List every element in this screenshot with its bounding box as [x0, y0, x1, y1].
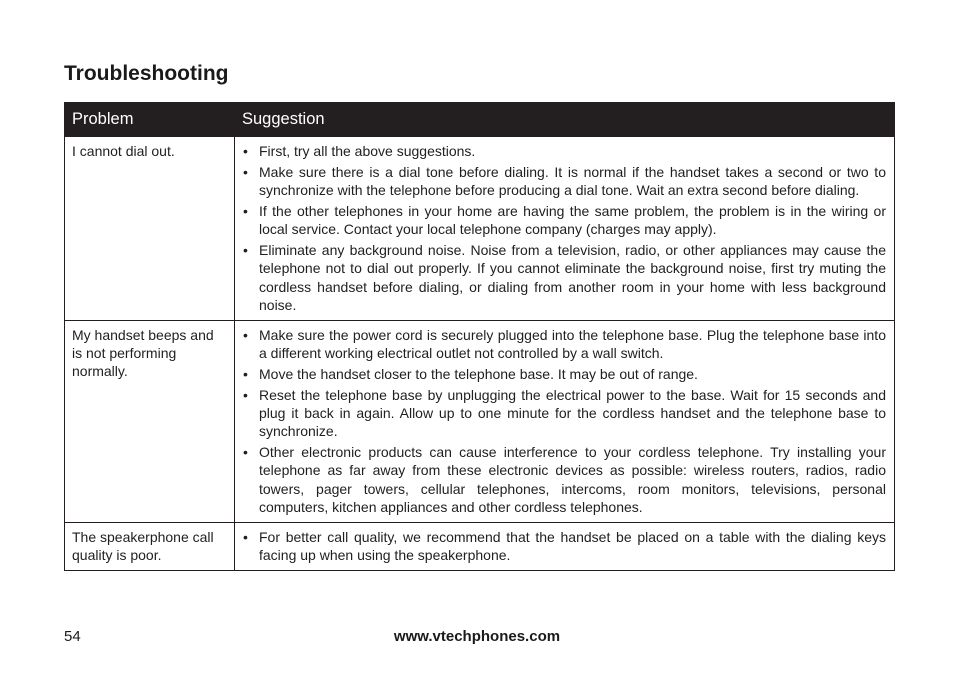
bullet-icon: •: [243, 365, 248, 382]
suggestion-item: [243, 241, 886, 314]
page-number: 54: [64, 628, 81, 645]
website-url: www.vtechphones.com: [393, 628, 561, 645]
table-row: [65, 320, 895, 522]
problem-cell: My handset beeps and is not performing normally.: [65, 320, 235, 522]
bullet-icon: •: [243, 443, 248, 460]
suggestion-text: Eliminate any background noise. Noise from a television, radio, or other appliances may cause the telephone not to dial out properly. If you cannot eliminate the background noise, first try muting the cordless handset before dialing, or dialing from another room in your home with less background noise.: [259, 241, 886, 313]
bullet-icon: •: [243, 326, 248, 343]
suggestion-item: [243, 142, 886, 160]
suggestion-cell: [235, 137, 895, 321]
suggestion-text: If the other telephones in your home are having the same problem, the problem is in the wiring or local service. Contact your local telephone company (charges may apply).: [259, 202, 886, 238]
suggestion-column-header: Suggestion: [235, 103, 895, 137]
suggestion-item: [243, 365, 886, 383]
suggestion-text: Other electronic products can cause interference to your cordless telephone. Try installing your telephone as far away from these electronic devices as possible: wireless routers, radios, radio towers, pager towers, cellular telephones, intercoms, room monitors, televisions, personal computers, kitchen appliances and other cordless telephones.: [259, 443, 886, 515]
problem-cell: The speakerphone call quality is poor.: [65, 522, 235, 570]
suggestion-text: First, try all the above suggestions.: [259, 143, 476, 159]
bullet-icon: •: [243, 528, 248, 545]
bullet-icon: •: [243, 143, 248, 159]
suggestion-list: [243, 326, 886, 516]
suggestion-item: [243, 163, 886, 200]
page-title: Troubleshooting: [64, 62, 229, 85]
bullet-icon: •: [243, 202, 248, 219]
suggestion-list: [243, 528, 886, 565]
suggestion-list: [243, 142, 886, 314]
problem-cell: I cannot dial out.: [65, 137, 235, 321]
bullet-icon: •: [243, 386, 248, 403]
table-row: [65, 522, 895, 570]
bullet-icon: •: [243, 163, 248, 180]
suggestion-item: [243, 326, 886, 363]
suggestion-text: Move the handset closer to the telephone base. It may be out of range.: [259, 365, 698, 382]
suggestion-text: Make sure the power cord is securely plugged into the telephone base. Plug the telephone base into a different working electrical outlet not controlled by a wall switch.: [259, 326, 886, 361]
suggestion-cell: [235, 522, 895, 570]
problem-column-header: Problem: [65, 103, 235, 137]
table-body: [65, 137, 895, 571]
suggestion-item: [243, 202, 886, 239]
bullet-icon: •: [243, 241, 248, 258]
table-header-row: [65, 103, 895, 137]
suggestion-text: For better call quality, we recommend that the handset be placed on a table with the dialing keys facing up when using the speakerphone.: [259, 528, 886, 563]
suggestion-item: [243, 528, 886, 565]
suggestion-item: [243, 386, 886, 441]
troubleshooting-table: [64, 102, 895, 571]
table-row: [65, 137, 895, 321]
suggestion-text: Make sure there is a dial tone before dialing. It is normal if the handset takes a second or two to synchronize with the telephone before producing a dial tone. Wait an extra second before dialing.: [259, 163, 886, 199]
suggestion-item: [243, 443, 886, 516]
suggestion-cell: [235, 320, 895, 522]
suggestion-text: Reset the telephone base by unplugging the electrical power to the base. Wait for 15 seconds and plug it back in again. Allow up to one minute for the cordless handset and the telephone base to synchronize.: [259, 386, 886, 440]
